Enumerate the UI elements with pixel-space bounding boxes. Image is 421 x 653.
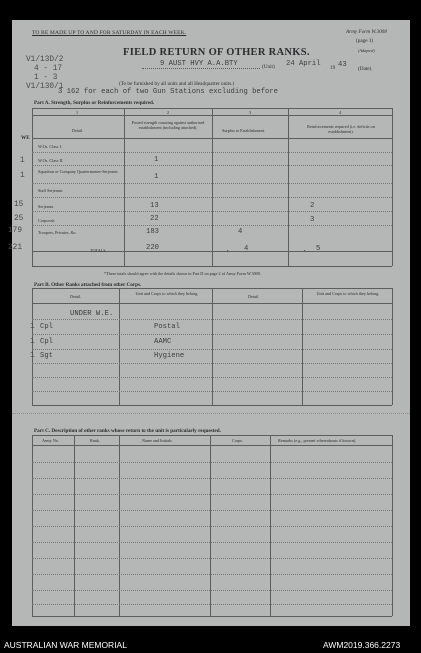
row-rank: Sgt	[40, 352, 53, 360]
unit-value: 9 AUST HVY A.A.BTY	[160, 60, 238, 68]
row-number: 1	[30, 338, 35, 346]
part-b-col-detail-1: Detail.	[70, 294, 82, 299]
col-3-number: 3	[249, 110, 252, 115]
typed-note: 3 162 for each of two Gun Stations excluding before	[58, 88, 278, 96]
archive-footer	[0, 637, 421, 653]
row-corps: Hygiene	[154, 352, 185, 360]
row-corps: Postal	[154, 323, 180, 331]
row-we: 25	[14, 215, 24, 223]
handwritten-reference-2: 4 - 17	[34, 65, 63, 73]
form-page: TO BE MADE UP TO AND FOR SATURDAY IN EACH WEEK. Army Form W.3008 (page 1) (Adapted) FIELD RETURN OF OTHER RANKS. V1/13D/2 4 - 17 1 - 3 V1/130/1 9 AUST HVY A.A.BTY (Unit) 24 April 19 43 (Date). (To be furnished by all units and all Headquarter units.) 3 162 for each of two Gun Stations excluding before Part A. Strength, Surplus or Reinforcements required. 1 2 3 4 WE Detail. Posted strength counting against authorised establishment (including attached). Surplus to Establishment. Reinforcements required (i.e. deficits on establishment). W.Os. Class I. 1 W.Os. Class II. 1 1 Squadron or Company Quartermaster-Serjeants 1 Staff Serjeants 15 Serjeants 13 2 25 Corporals 22 3 179 Troopers, Privates, &c. 183 4 221 TOTALS 220 • 4 • 5 *These totals should agree with the details shown in Part D on page 2 of Army Form W.3009. Part B. Other Ranks attached from other Corps. Detail. Unit and Corps to which they belong. Detail. Unit and Corps to which they belong. UNDER W.E. 1 Cpl Postal 1 Cpl AAMC 1 Sgt Hygiene Part C. Description of other ranks whose return to the unit is particularly requested. Army No. Rank. Name and Initials. Corps. Remarks (e.g., present whereabouts if known).	[12, 20, 410, 626]
row-rank: Cpl	[40, 323, 53, 331]
form-title: FIELD RETURN OF OTHER RANKS.	[123, 47, 310, 58]
part-a-footnote: *These totals should agree with the details shown in Part D on page 2 of Army Form W.3009.	[104, 271, 261, 276]
row-we: 221	[8, 244, 23, 252]
part-b-col-corps-1: Unit and Corps to which they belong.	[135, 291, 199, 296]
part-c-col-corps: Corps.	[232, 438, 244, 443]
row-posted: 183	[146, 228, 159, 236]
col-surplus-header: Surplus to Establishment.	[222, 128, 265, 133]
part-c-col-rank: Rank.	[90, 438, 100, 443]
row-reinforcements: 5	[316, 245, 321, 253]
row-detail: Troopers, Privates, &c.	[38, 230, 77, 235]
part-b-col-corps-2: Unit and Corps to which they belong.	[316, 291, 380, 296]
part-a-heading: Part A. Strength, Surplus or Reinforcements required.	[34, 100, 155, 106]
year-prefix: 19	[330, 65, 336, 71]
part-c-col-remarks: Remarks (e.g., present whereabouts if known).	[278, 438, 357, 443]
col-4-number: 4	[339, 110, 342, 115]
row-surplus: 4	[238, 228, 243, 236]
totals-label: TOTALS	[90, 248, 106, 253]
col-2-number: 2	[167, 110, 170, 115]
row-posted: 220	[146, 244, 159, 252]
row-we: 1	[20, 172, 25, 180]
adapted-label: (Adapted)	[358, 48, 375, 53]
under-we-label: UNDER W.E.	[70, 310, 114, 318]
row-surplus: 4	[244, 245, 249, 253]
page-number: (page 1)	[356, 38, 374, 44]
form-number: Army Form W.3008	[346, 29, 387, 35]
row-detail: Serjeants	[38, 204, 54, 209]
row-we: 179	[8, 227, 23, 235]
part-c-heading: Part C. Description of other ranks whose return to the unit is particularly requested.	[34, 428, 221, 434]
furnished-note: (To be furnished by all units and all Headquarter units.)	[119, 81, 235, 87]
unit-label: (Unit)	[262, 64, 275, 70]
row-number: 1	[30, 323, 35, 331]
row-posted: 13	[150, 202, 159, 210]
row-detail: Squadron or Company Quartermaster-Serjeants	[38, 169, 118, 174]
row-detail: Corporals	[38, 218, 55, 223]
date-value: 24 April	[286, 60, 321, 68]
col-1-number: 1	[76, 110, 79, 115]
row-reinforcements: 2	[310, 202, 315, 210]
col-reinforcements-header: Reinforcements required (i.e. deficits on establishment).	[307, 124, 375, 134]
make-up-instruction: TO BE MADE UP TO AND FOR SATURDAY IN EACH WEEK.	[32, 30, 187, 36]
row-we: 1	[20, 157, 25, 165]
part-b-col-detail-2: Detail.	[248, 294, 260, 299]
row-we: 15	[14, 201, 24, 209]
part-c-col-name: Name and Initials.	[142, 438, 173, 443]
part-b-heading: Part B. Other Ranks attached from other Corps.	[34, 282, 142, 288]
col-detail-header: Detail.	[72, 128, 84, 133]
part-c-col-army-no: Army No.	[42, 438, 59, 443]
row-detail: W.Os. Class I.	[38, 144, 62, 149]
row-posted: 1	[154, 156, 159, 164]
we-label: WE	[21, 135, 30, 141]
col-posted-header: Posted strength counting against authorised establishment (including attached).	[131, 120, 205, 130]
handwritten-reference-3: 1 - 3	[34, 74, 58, 82]
row-detail: W.Os. Class II.	[38, 158, 64, 163]
footer-institution: AUSTRALIAN WAR MEMORIAL	[4, 640, 127, 650]
row-reinforcements: 3	[310, 216, 315, 224]
footer-accession: AWM2019.366.2273	[323, 640, 401, 650]
row-posted: 22	[150, 215, 159, 223]
handwritten-reference-1: V1/13D/2	[26, 56, 64, 64]
date-label: (Date).	[358, 66, 373, 72]
row-number: 1	[30, 352, 35, 360]
row-corps: AAMC	[154, 338, 172, 346]
row-detail: Staff Serjeants	[38, 188, 63, 193]
row-posted: 1	[154, 173, 159, 181]
row-rank: Cpl	[40, 338, 53, 346]
year-value: 43	[338, 61, 347, 69]
handwritten-reference-4: V1/130/1	[26, 83, 64, 91]
